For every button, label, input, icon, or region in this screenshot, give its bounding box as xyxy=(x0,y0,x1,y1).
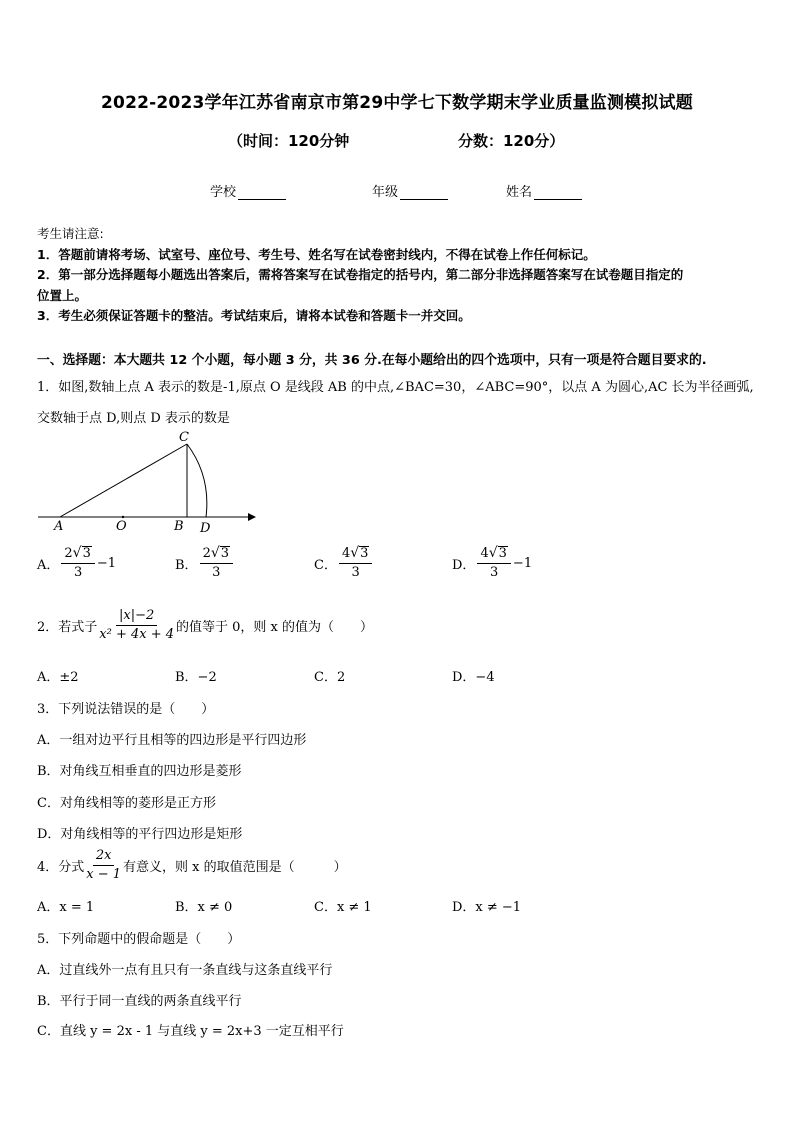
label-d: D xyxy=(200,521,211,536)
q4-option-a[interactable]: A．x = 1 xyxy=(37,900,95,915)
school-field[interactable] xyxy=(210,181,286,200)
name-blank[interactable] xyxy=(534,185,582,200)
radicand: 3 xyxy=(498,546,507,561)
frac-coef: 4 xyxy=(480,546,489,561)
frac-coef: 2 xyxy=(202,546,211,561)
grade-blank[interactable] xyxy=(400,185,448,200)
option-letter: A． xyxy=(37,558,60,573)
exam-time: （时间：120分钟 xyxy=(228,132,350,150)
number-line-arrow xyxy=(248,513,256,521)
option-fraction: 4 √ 3 3 xyxy=(477,546,510,581)
option-fraction: 2 √ 3 3 xyxy=(200,546,233,581)
q3-option-a[interactable]: A．一组对边平行且相等的四边形是平行四边形 xyxy=(37,733,307,748)
frac-coef: 4 xyxy=(341,546,351,561)
school-blank[interactable] xyxy=(238,185,286,200)
option-fraction: 4 √ 3 3 xyxy=(339,546,372,581)
frac-coef: 2 xyxy=(64,546,73,561)
q1-option-c[interactable] xyxy=(314,546,374,581)
label-o: O xyxy=(116,519,127,534)
q1-option-b[interactable] xyxy=(175,546,235,581)
option-tail: −1 xyxy=(96,556,117,571)
name-label: 姓名 xyxy=(506,185,533,200)
q2-stem xyxy=(37,608,373,643)
option-tail: −1 xyxy=(512,556,533,571)
q2-option-b[interactable]: B．−2 xyxy=(175,670,217,685)
q4-denominator: x − 1 xyxy=(86,867,122,882)
q3-stem: 3．下列说法错误的是（ ） xyxy=(37,702,215,717)
note-item: 2．第一部分选择题每小题选出答案后，需将答案写在试卷指定的括号内，第二部分非选择题答案写在试卷题目指定的 xyxy=(37,267,684,282)
q4-stem xyxy=(37,848,347,883)
label-b: B xyxy=(174,519,184,534)
radicand: 3 xyxy=(360,546,369,561)
q2-option-d[interactable]: D．−4 xyxy=(452,670,495,685)
grade-label: 年级 xyxy=(372,185,399,200)
q5-option-b[interactable]: B．平行于同一直线的两条直线平行 xyxy=(37,994,242,1009)
segment-ac xyxy=(60,444,187,517)
q2-suffix: 的值等于 0，则 x 的值为（ ） xyxy=(176,620,374,635)
q1-figure xyxy=(36,426,256,536)
q1-stem-line2: 交数轴于点 D,则点 D 表示的数是 xyxy=(37,411,230,426)
page-title: 2022-2023学年江苏省南京市第29中学七下数学期末学业质量监测模拟试题 xyxy=(101,93,693,113)
label-c: C xyxy=(179,430,189,445)
q4-option-d[interactable]: D．x ≠ −1 xyxy=(452,900,522,915)
note-item: 1．答题前请将考场、试室号、座位号、考生号、姓名写在试卷密封线内，不得在试卷上作任何标记。 xyxy=(37,246,596,262)
q5-option-a[interactable]: A．过直线外一点有且只有一条直线与这条直线平行 xyxy=(37,963,333,978)
q1-option-a[interactable] xyxy=(37,546,116,581)
arc-cd xyxy=(187,444,207,517)
q4-option-b[interactable]: B．x ≠ 0 xyxy=(175,900,233,915)
option-letter: B． xyxy=(175,558,198,573)
option-letter: D． xyxy=(452,558,476,573)
note-item: 位置上。 xyxy=(37,287,88,303)
exam-score: 分数：120分） xyxy=(458,132,565,150)
q1-option-d[interactable] xyxy=(452,546,532,581)
frac-den: 3 xyxy=(212,565,221,580)
section-heading: 一、选择题：本大题共 12 个小题，每小题 3 分，共 36 分.在每小题给出的四个选项中，只有一项是符合题目要求的. xyxy=(37,353,707,368)
candidate-notes xyxy=(37,224,761,327)
frac-den: 3 xyxy=(490,565,499,580)
q2-option-a[interactable]: A．±2 xyxy=(37,670,79,685)
q4-prefix: 4．分式 xyxy=(37,860,85,875)
notes-heading: 考生请注意: xyxy=(37,226,104,241)
school-label: 学校 xyxy=(210,185,237,200)
radicand: 3 xyxy=(220,546,230,561)
q5-stem: 5．下列命题中的假命题是（ ） xyxy=(37,932,241,947)
frac-den: 3 xyxy=(73,565,83,580)
q2-prefix: 2．若式子 xyxy=(37,620,98,635)
label-a: A xyxy=(54,519,64,534)
q4-option-c[interactable]: C．x ≠ 1 xyxy=(314,900,372,915)
name-field[interactable] xyxy=(506,181,582,200)
q5-option-c[interactable]: C．直线 y = 2x - 1 与直线 y = 2x+3 一定互相平行 xyxy=(37,1024,344,1039)
q3-option-c[interactable]: C．对角线相等的菱形是正方形 xyxy=(37,796,216,811)
q2-option-c[interactable]: C．2 xyxy=(314,670,346,685)
q2-denominator: x² + 4x + 4 xyxy=(99,627,175,642)
option-letter: C． xyxy=(314,558,337,573)
note-item: 3．考生必须保证答题卡的整洁。考试结束后，请将本试卷和答题卡一并交回。 xyxy=(37,308,471,323)
grade-field[interactable] xyxy=(372,181,448,200)
q4-suffix: 有意义，则 x 的取值范围是（ ） xyxy=(123,860,347,875)
q2-numerator: |x|−2 xyxy=(116,608,157,626)
q4-fraction xyxy=(86,848,121,883)
q2-fraction xyxy=(99,608,174,643)
q3-option-b[interactable]: B．对角线互相垂直的四边形是菱形 xyxy=(37,764,242,779)
point-o xyxy=(122,516,124,518)
frac-den: 3 xyxy=(351,565,360,580)
radicand: 3 xyxy=(82,546,91,561)
q1-stem-line1: 1．如图,数轴上点 A 表示的数是-1,原点 O 是线段 AB 的中点,∠BAC=30，∠ABC=90°，以点 A 为圆心,AC 长为半径画弧, xyxy=(37,380,754,395)
q3-option-d[interactable]: D．对角线相等的平行四边形是矩形 xyxy=(37,827,243,842)
q4-numerator: 2x xyxy=(93,848,115,866)
option-fraction: 2 √ 3 3 xyxy=(61,546,94,581)
